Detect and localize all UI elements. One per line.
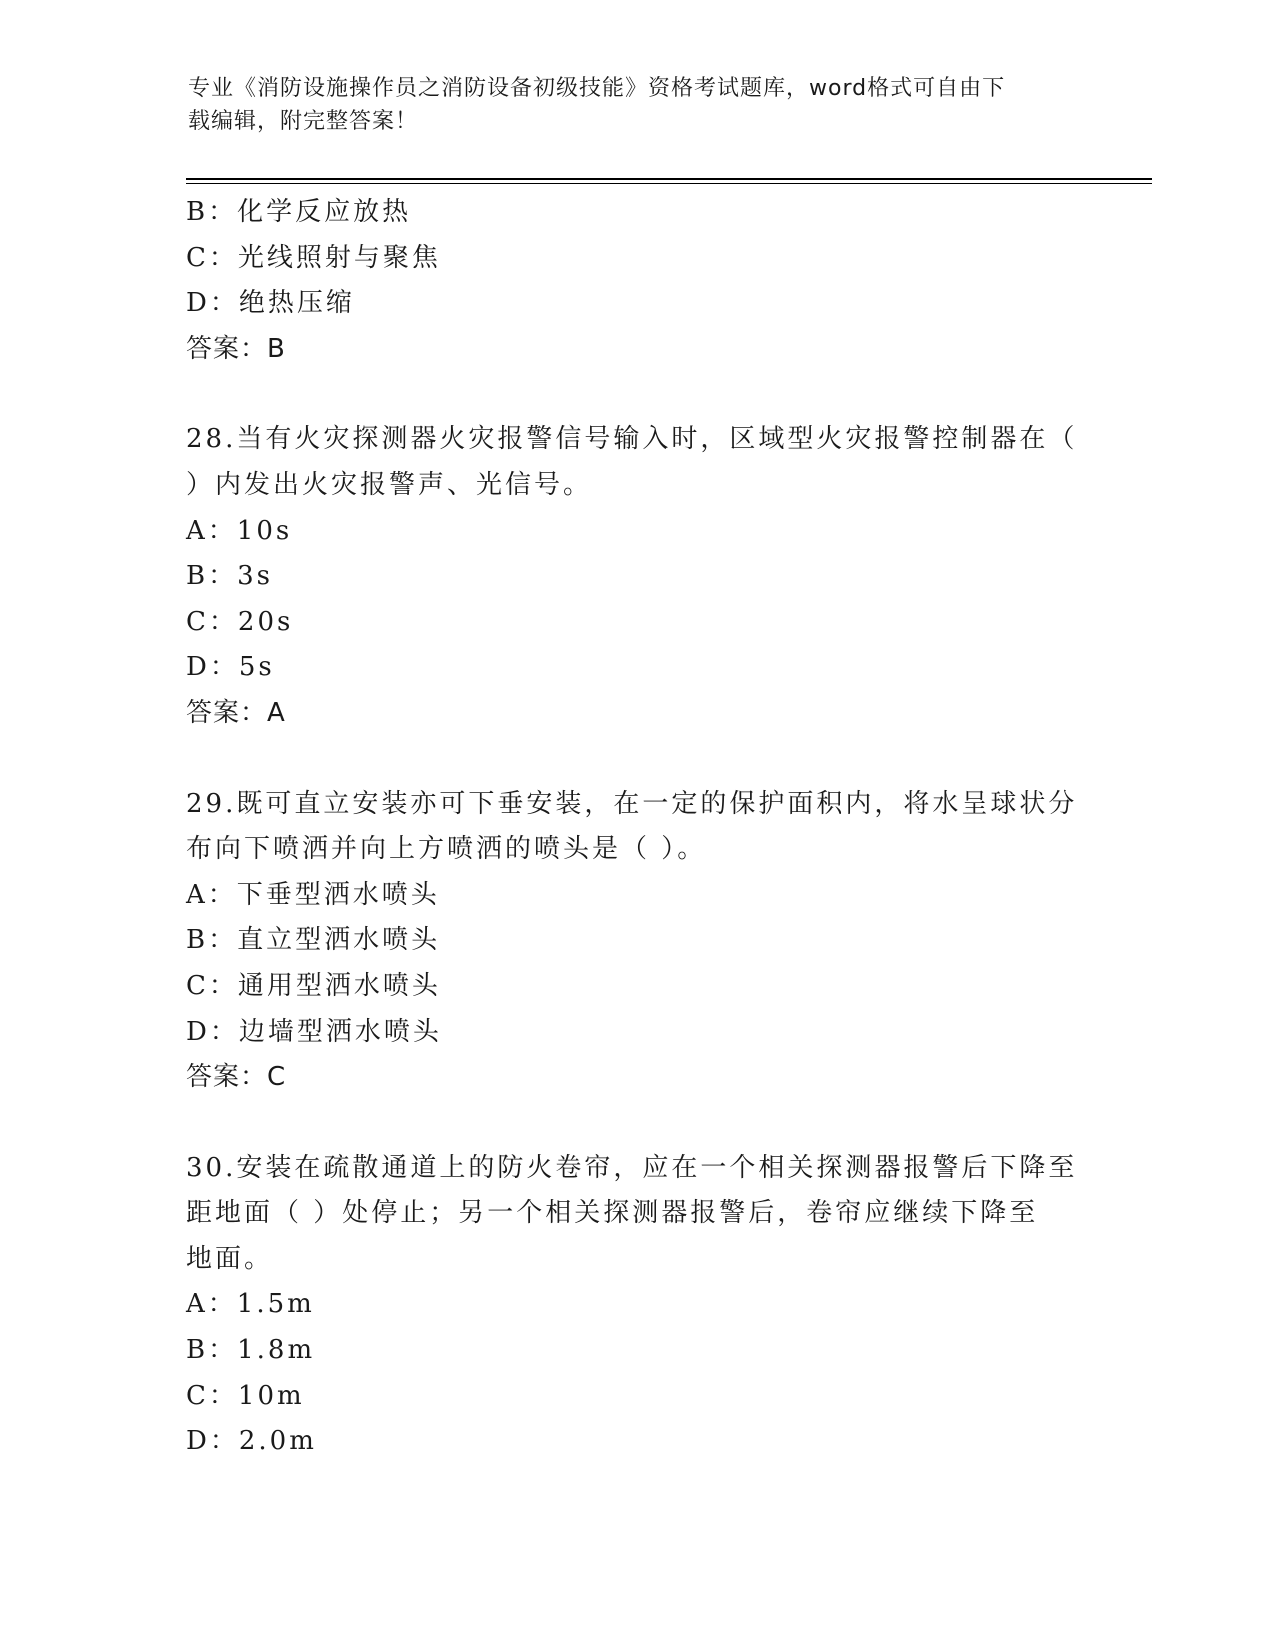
option-label: B： [186,1335,238,1366]
option-a [186,873,1086,919]
option-label: A： [186,1289,237,1320]
option-label: A： [186,879,237,910]
option-text: 1.5m [236,1289,315,1320]
header-line-1: 专业《消防设施操作员之消防设备初级技能》资格考试题库，word格式可自由下 [188,76,1006,101]
option-text: 1.8m [237,1335,316,1366]
spacer [186,1101,1086,1146]
answer-line: 答案：A [186,697,286,728]
question-29 [186,782,1086,1101]
question-28 [186,417,1086,736]
option-label: B： [186,197,238,227]
option-c [186,236,1086,282]
question-content [186,190,1086,1465]
option-label: C： [186,970,238,1001]
option-label: C： [186,242,238,273]
option-text: 5s [238,652,275,683]
option-label: D： [186,1016,239,1047]
option-c [186,964,1086,1010]
header-rule-thin [186,183,1152,184]
question-stem-line: 28.当有火灾探测器火灾报警信号输入时，区域型火灾报警控制器在（ [186,424,1078,455]
question-stem-line: 29.既可直立安装亦可下垂安装，在一定的保护面积内，将水呈球状分 [186,788,1078,819]
question-30 [186,1146,1086,1465]
option-d [186,281,1086,327]
spacer [186,737,1086,782]
header-rule-thick [186,178,1152,180]
option-c [186,600,1086,646]
option-label: C： [186,1380,238,1411]
option-text: 直立型洒水喷头 [237,925,441,956]
option-label: D： [186,652,239,683]
option-text: 化学反应放热 [237,197,412,227]
option-d [186,1010,1086,1056]
option-label: B： [186,561,238,592]
option-label: C： [186,606,238,637]
option-text: 绝热压缩 [238,288,355,319]
question-stem-line: 30.安装在疏散通道上的防火卷帘，应在一个相关探测器报警后下降至 [186,1152,1078,1183]
option-text: 边墙型洒水喷头 [238,1016,442,1047]
option-text: 10m [237,1380,305,1411]
option-d [186,645,1086,691]
option-text: 下垂型洒水喷头 [236,879,440,910]
previous-question-tail [186,190,1086,372]
header-line-2: 载编辑，附完整答案！ [188,109,419,134]
option-label: A： [186,515,237,546]
option-b [186,918,1086,964]
option-text: 2.0m [238,1426,317,1457]
question-stem-line: 距地面（ ）处停止；另一个相关探测器报警后，卷帘应继续下降至 [186,1198,1039,1229]
option-b [186,1328,1086,1374]
option-a [186,1282,1086,1328]
option-label: D： [186,1426,239,1457]
option-text: 光线照射与聚焦 [237,242,441,273]
option-text: 10s [236,515,293,546]
option-b [186,554,1086,600]
option-a [186,509,1086,555]
answer-line: 答案：C [186,1062,287,1093]
option-text: 通用型洒水喷头 [237,970,441,1001]
question-stem-line: 地面。 [186,1243,274,1274]
option-label: D： [186,288,239,319]
option-d [186,1419,1086,1465]
answer-line: 答案：B [186,333,286,364]
option-c [186,1374,1086,1420]
option-label: B： [186,925,238,956]
option-text: 3s [237,561,273,592]
question-stem-line: ）内发出火灾报警声、光信号。 [186,469,593,500]
question-stem-line: 布向下喷洒并向上方喷洒的喷头是（ ）。 [186,834,707,865]
option-b [186,190,1086,236]
document-header [188,72,1068,138]
option-text: 20s [237,606,294,637]
spacer [186,372,1086,417]
